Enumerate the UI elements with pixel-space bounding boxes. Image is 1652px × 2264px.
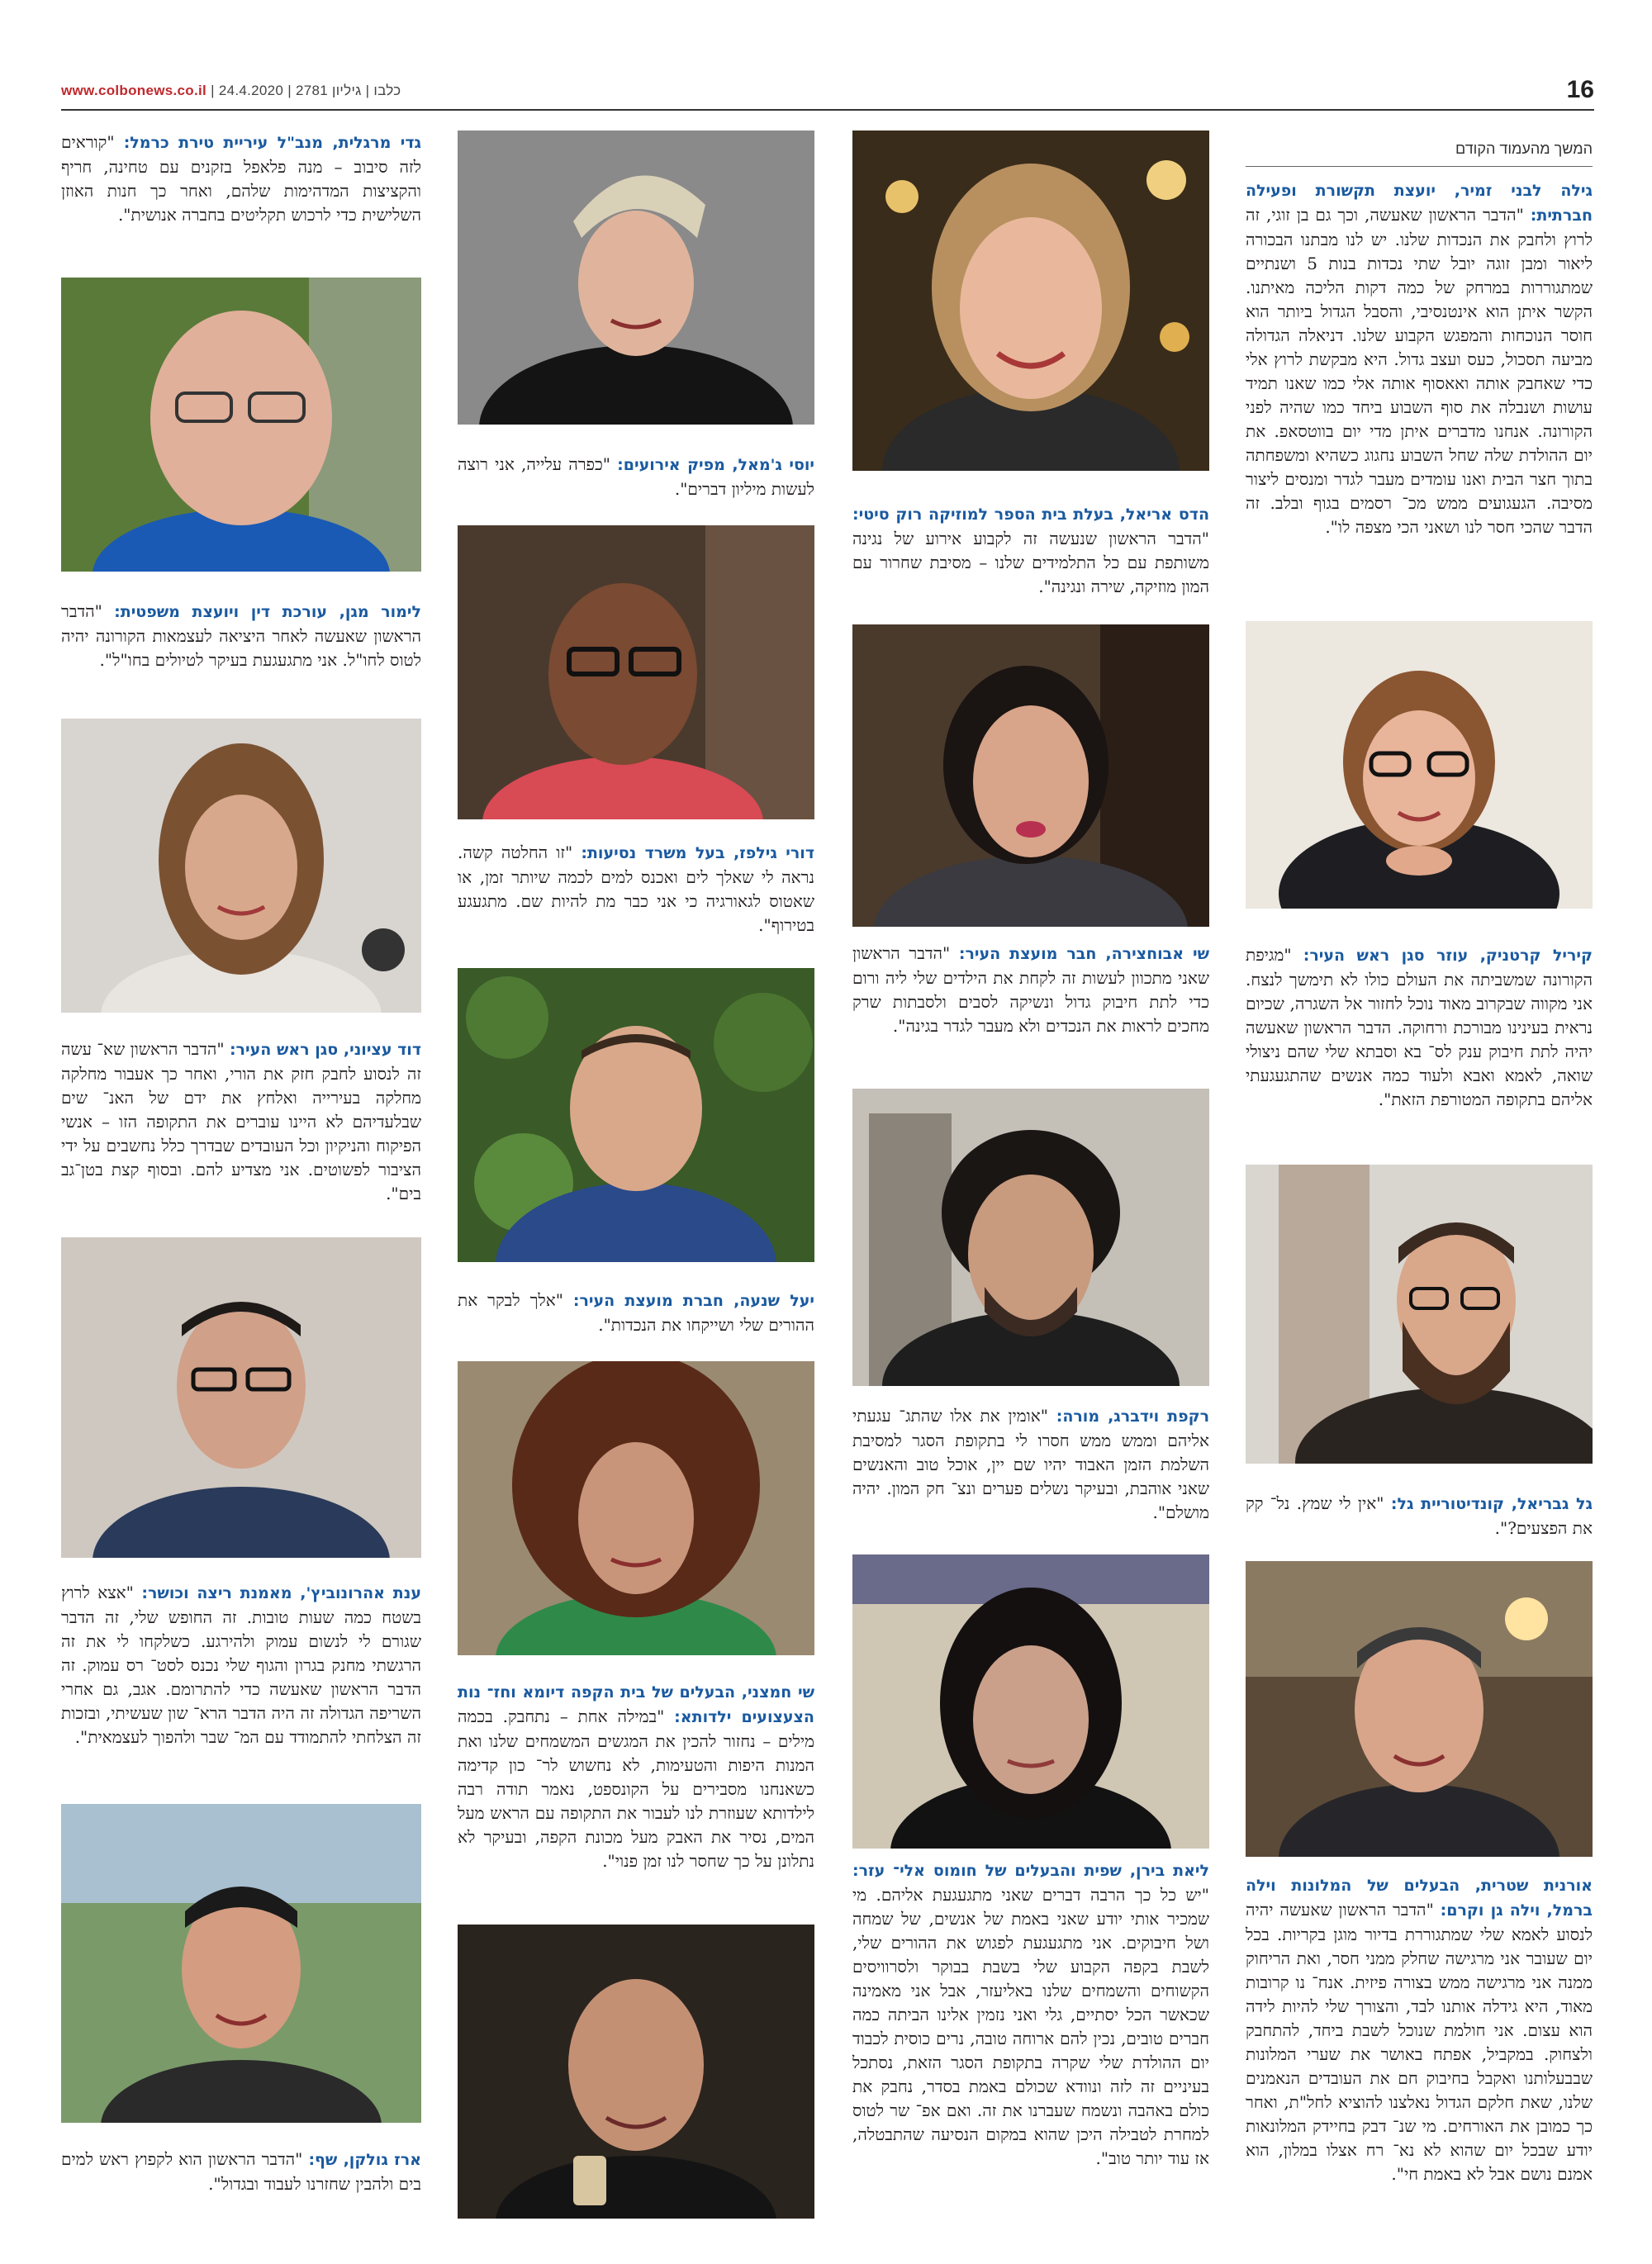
photo-dori bbox=[458, 525, 814, 819]
column-4e bbox=[61, 2148, 421, 2196]
site-url[interactable]: www.colbonews.co.il bbox=[61, 83, 207, 98]
entry-name: אורנית שטרית, הבעלים של המלונות וילה ברמל, וילה גן וקרם: bbox=[1246, 1877, 1593, 1920]
entry-text: "כפרה עלייה, אני רוצה לעשות מיליון דברים". bbox=[458, 454, 814, 499]
entry-text: "במילה אחת – נתחבק. בכמה מילים – נחזור להכין את המגשים המשמחים שלנו ואת המנות היפות והטעימות, לא נחשוש לר־ כון קדימה כשאנחנו מסבירים על הקונספט, נאמר תודה רבה לילדותא שעוזרת לנו לעבור את התקופה עם הראש מעל המים, נסיר את האבק מעל מכונת הקפה, ובעיקר לא נתלונן על כך שחסר לנו זמן פנוי". bbox=[458, 1706, 814, 1871]
photo-hadas bbox=[852, 131, 1209, 471]
photo-kiril bbox=[1246, 1165, 1593, 1464]
entry-text: "אלך לבקר את ההורים שלי ושייקחו את הנכדות". bbox=[458, 1290, 814, 1335]
entry-gal bbox=[1246, 1492, 1593, 1540]
column-3b bbox=[458, 841, 814, 937]
entry-hadas bbox=[852, 502, 1209, 599]
entry-name: גדי מרגלית, מנב"ל עיריית טירת כרמל: bbox=[123, 134, 421, 152]
entry-name: דורי גילפז, בעל משרד נסיעות: bbox=[581, 844, 814, 862]
photo-ornit bbox=[1246, 1561, 1593, 1857]
photo-yael bbox=[458, 968, 814, 1262]
photo-liat bbox=[852, 1554, 1209, 1849]
entry-name: דוד עציוני, סגן ראש העיר: bbox=[229, 1041, 421, 1059]
photo-limor bbox=[61, 719, 421, 1013]
photo-shai-h bbox=[458, 1361, 814, 1655]
continued-label: המשך מהעמוד הקודם bbox=[1246, 137, 1593, 167]
column-4c bbox=[61, 1037, 421, 1206]
entry-kiril bbox=[1246, 943, 1593, 1112]
column-1d bbox=[1246, 1873, 1593, 2186]
column-3a bbox=[458, 453, 814, 501]
photo-rakefet bbox=[852, 1089, 1209, 1386]
entry-text: "אין לי שמץ. נל־ קק את הפצעים?". bbox=[1246, 1493, 1593, 1538]
column-2a bbox=[852, 502, 1209, 599]
entry-text: "הדבר הראשון שנעשה זה לקבוע אירוע של נגינה משותפת עם כל התלמידים שלנו – מסיבת שחרור עם המון מוזיקה, שירה ונגינה". bbox=[852, 529, 1209, 596]
entry-name: ליאת בירן, שפית והבעלים של חומוס אלי־ עזר: bbox=[852, 1862, 1209, 1880]
column-4d bbox=[61, 1581, 421, 1749]
entry-text: "אומין את אלו שהתג־ עגעתי אליהם וממש ממש חסרו לי בתקופת הסגר למסיבת השלמת הזמן האבוד יהיו שם יין, אוכל טוב והאנשים שאני אוהבת, ובעיקר נשלים פערים ונצ־ חק המון. יהיה מושלם". bbox=[852, 1406, 1209, 1522]
photo-david bbox=[61, 1237, 421, 1558]
entry-liat bbox=[852, 1858, 1209, 2171]
entry-text: "הדבר הראשון שאעשה, וכך גם בן זוגי, זה לרוץ ולחבק את הנכדות שלנו. יש לנו מבתנו הבכורה ליאור ומבן זוגה יובל שתי נכדות בנות 5 ושנתיים שמתגוררות במרחק של כמה דקות הליכה מאיתנו. הקשר איתן הוא אינטנסיבי, והסבל הגדול ביותר הוא חוסר הנוכחות והמפגש הקבוע שלנו. דניאלה הגדולה מביעה תסכול, כעס ועצב גדול. היא מבקשת לרוץ אלי כדי שאחבק אותה ואאסוף אותה אלי כמו שאנו תמיד עושות ושנבלה את סוף השבוע ביחד כמו שהיה לפני הקורונה. אנחנו מדברים איתן מדי יום בווטסאפ. את יום ההולדת שלה שחל השבוע נחגוג כשהיא ומשפחתה בתוך חצר הבית ואנו עומדים מעבר לגדר ומנסים ליצור מסיבה. הגעגועים ממש מכ־ רסמים בגוף ובלב. זה הדבר שהכי חסר לנו ושאני הכי מצפה לו". bbox=[1246, 205, 1593, 537]
entry-text: "הדבר הראשון שאעשה יהיה לנסוע לאמא שלי שמתגוררת בדיור מוגן בקריות. בכל יום שעובר אני מרגישה שחלק ממני חסר, ואת הריחוק ממנה אני מרגישה ממש בצורה פיזית. אנח־ נו קרובות מאוד, היא גידלה אותנו לבד, והצורך שלי להיות לידה הוא עצום. אני חולמת שנוכל לשבת ביחד, להתחבק ולצחוק. במקביל, אפתח באושר את שערי המלונות שבבעלותנו ואקבל בחיבוק חם את העובדים הנאמנים שלנו, שאת חלקם הגדול נאלצנו להוציא לחל"ת, ואחר כך כמובן את האורחים. מי שנ־ דבק בחיידק המלונאות יודע שבכל יום שהוא לא נא־ רח אצלו במלון, הוא אמנם נושם אבל לא באמת חי". bbox=[1246, 1900, 1593, 2184]
entry-erez bbox=[61, 2148, 421, 2196]
entry-shai-abuhatzira bbox=[852, 942, 1209, 1038]
photo-anat bbox=[61, 1804, 421, 2123]
issue-info: | כלבו | גיליון 2781 | 24.4.2020 bbox=[211, 83, 401, 98]
entry-name: ארז גולקן, שף: bbox=[308, 2151, 421, 2169]
entry-name: הדס אריאל, בעלת בית הספר למוזיקה רוק סיטי: bbox=[852, 505, 1209, 524]
photo-unnamed-man bbox=[458, 1925, 814, 2219]
entry-name: רקפת וידברג, מורה: bbox=[1056, 1407, 1210, 1426]
column-1b bbox=[1246, 943, 1593, 1112]
entry-limor bbox=[61, 600, 421, 672]
entry-dori bbox=[458, 841, 814, 937]
entry-text: "זו החלטה קשה. נראה לי שאלך לים ואכנס למים לכמה שיותר זמן, או שאטוס לגאורגיה כי אני כבר מת להיות שם. מתגעגע בטירוף". bbox=[458, 842, 814, 935]
masthead-strip bbox=[61, 83, 401, 99]
column-3d bbox=[458, 1680, 814, 1873]
entry-gila bbox=[1246, 178, 1593, 539]
entry-yossi bbox=[458, 453, 814, 501]
column-2d bbox=[852, 1858, 1209, 2171]
entry-name: גילה לבני זמיר, יועצת תקשורת ופעילה חברתית: bbox=[1246, 182, 1593, 225]
entry-text: "הדבר הראשון הוא לקפוץ ראש למים בים ולהבין שחזרנו לעבוד ובגדול". bbox=[61, 2149, 421, 2194]
photo-gila bbox=[1246, 621, 1593, 909]
entry-gadi bbox=[61, 131, 421, 227]
entry-name: גל גבריאל, קונדיטוריית גל: bbox=[1390, 1495, 1593, 1513]
entry-name: יוסי ג'מאל, מפיק אירועים: bbox=[617, 456, 814, 474]
photo-shai-a bbox=[852, 624, 1209, 927]
entry-anat bbox=[61, 1581, 421, 1749]
entry-ornit bbox=[1246, 1873, 1593, 2186]
column-4b bbox=[61, 600, 421, 672]
entry-text: "אצא לרוץ בשטח כמה שעות טובות. זה החופש שלי, זה הדבר שגורם לי לנשום עמוק ולהירגע. כשלקחו לי את זה הרגשתי מחנק בגרון והגוף שלי נכנס לסט־ רס עמוק. זה הדבר הראשון שאעשה כדי להתרומם. אגב, גם אחרי השריפה הגדולה זה היה הדבר הרא־ שון שעשיתי, ובזכות זה הצלחתי להתמודד עם המ־ שבר ולהפוך לעצמאית". bbox=[61, 1583, 421, 1747]
header-rule bbox=[61, 109, 1594, 111]
entry-name: קיריל קרטניק, עוזר סגן ראש העיר: bbox=[1303, 947, 1593, 965]
column-4a bbox=[61, 131, 421, 227]
photo-gadi bbox=[61, 278, 421, 572]
entry-shai-hamitzni bbox=[458, 1680, 814, 1873]
photo-yossi bbox=[458, 131, 814, 425]
entry-rakefet bbox=[852, 1404, 1209, 1525]
entry-text: "קוראים לזה סיבוב – מנה פלאפל בזקנים עם טחינה, חריף והקציצות המדהימות שלהם, ואחר כך חנות האוזן השלישית כדי לרכוש תקליטים בחברה אנושית". bbox=[61, 132, 421, 225]
entry-text: "הדבר הראשון שאעשה לאחר היציאה לעצמאות הקורונה יהיה לטוס לחו"ל. אני מתגעגעת בעיקר לטיולים בחו"ל". bbox=[61, 601, 421, 670]
entry-name: יעל שנעה, חברת מועצת העיר: bbox=[572, 1292, 814, 1310]
column-3c bbox=[458, 1289, 814, 1337]
column-1c bbox=[1246, 1492, 1593, 1540]
page-number: 16 bbox=[1566, 76, 1594, 103]
column-2b bbox=[852, 942, 1209, 1038]
entry-text: "יש כל כך הרבה דברים שאני מתגעגעת אליהם. מי שמכיר אותי יודע שאני באמת של אנשים, של שמחה ושל חיבוקים. אני מתגעגעת לפגוש את ההורים שלי, לשבת בקפה הקבוע שלי בשבת בבוקר ולסרוויסים הקשוחים והשמחים שלנו באליעזר, אבל אני מאמינה שכאשר הכל יסתיים, גלי ואני נזמין אלינו הביתה כמה חברים טובים, נכין להם ארוחה טובה, נרים כוסית לכבוד יום ההולדת שלי שקרה בתקופת הסגר הזאת, נסתכל בעיניים זה לזה ונוודא שכולם באמת בסדר, נחבק את כולם באהבה ונשמח שעברנו את זה. ואם אפ־ שר לטוס למחרת לטבילה היכן שהוא במקום הנסיעה שהתבטלה, אז עוד יותר טוב". bbox=[852, 1885, 1209, 2168]
entry-name: לימור מגן, עורכת דין ויועצת משפטית: bbox=[114, 603, 421, 621]
entry-yael bbox=[458, 1289, 814, 1337]
entry-text: "הדבר הראשון שאני מתכוון לעשות זה לקחת את הילדים שלי ליה ורום כדי לתת חיבוק גדול ונשיקה לסבים ולסבתות שרק מחכים לראות את הנכדים ולא מעבר לגדר בגינה". bbox=[852, 943, 1209, 1036]
entry-text: "הדבר הראשון שא־ עשה זה לנסוע לחבק חזק את הורי, ואחר כך אעבור מחלקה מחלקה בעירייה ואלחץ את ידם של האנ־ שים שבלעדיהם לא היינו עוברים את התקופה הזו – אנשי הפיקוח והניקיון וכל העובדים שבדרך כלל נחשבים על ידי הציבור לפשוטים. אני מצדיע להם. ובסוף קצת בטן־גב בים". bbox=[61, 1039, 421, 1203]
column-1 bbox=[1246, 137, 1593, 539]
entry-name: שי חמצני, הבעלים של בית הקפה דיומא וחז־ נות הצעצועים ילדותא: bbox=[458, 1683, 814, 1726]
entry-david bbox=[61, 1037, 421, 1206]
entry-text: "מגיפת הקורונה שמשביתה את העולם כולו לא תימשך לנצח. אני מקווה שבקרוב מאוד נוכל לחזור אל השגרה, שכיום נראית בעינינו מבורכת ורחוקה. הדבר הראשון שאעשה יהיה לתת חיבוק ענק לס־ בא וסבתא שלי שהם ניצולי שואה, לאמא ואבא ולעוד כמה אנשים שהתגעגעתי אליהם בתקופה המטורפת הזאת". bbox=[1246, 945, 1593, 1109]
column-2c bbox=[852, 1404, 1209, 1525]
entry-name: ענת אהרונוביץ', מאמנת ריצה וכושר: bbox=[141, 1584, 421, 1602]
entry-name: שי אבוחצירה, חבר מועצת העיר: bbox=[958, 945, 1209, 963]
